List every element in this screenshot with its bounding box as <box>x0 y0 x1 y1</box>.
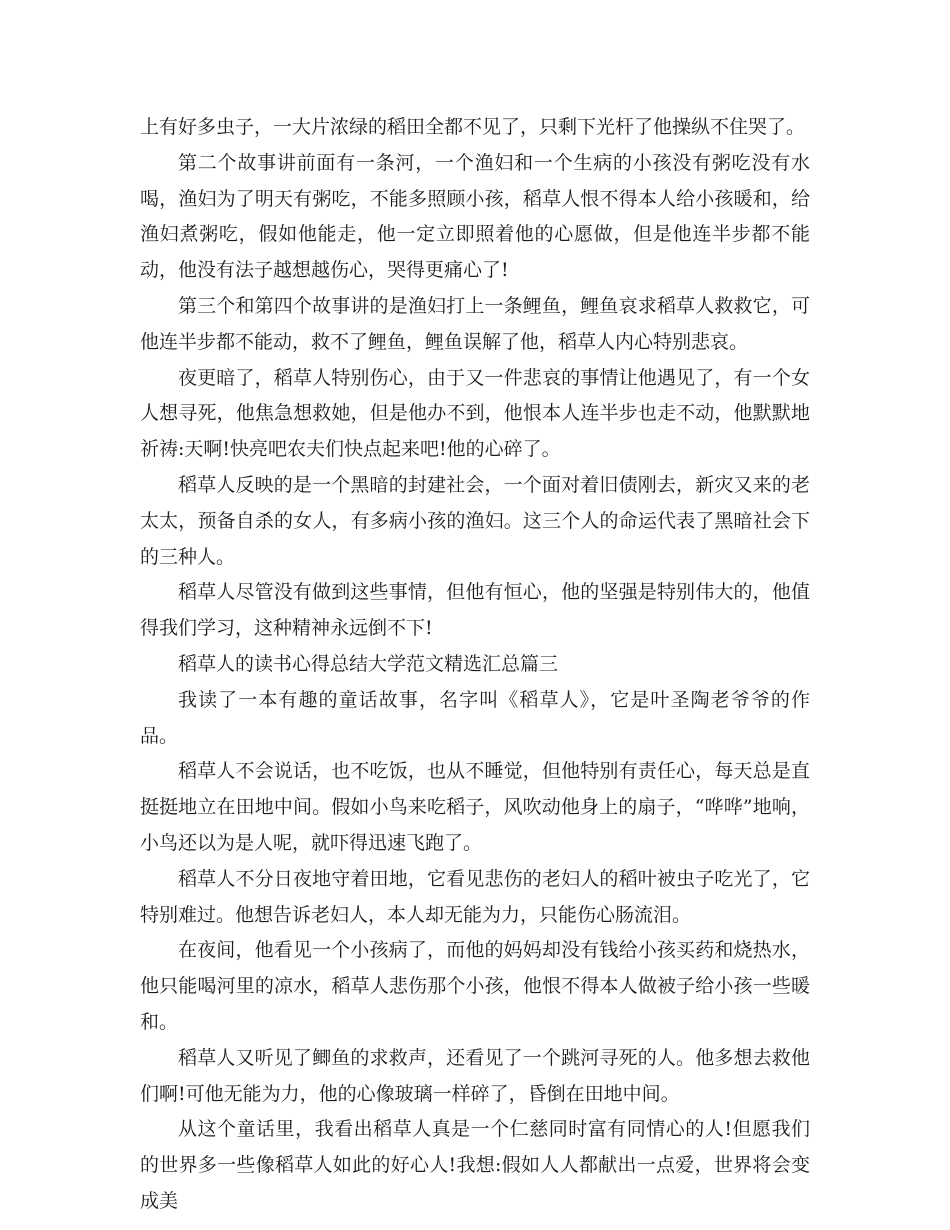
paragraph-12: 从这个童话里，我看出稻草人真是一个仁慈同时富有同情心的人!但愿我们的世界多一些像稻草人如此的好心人!我想:假如人人都献出一点爱，世界将会变成美 <box>140 1118 810 1212</box>
paragraph-2: 第二个故事讲前面有一条河，一个渔妇和一个生病的小孩没有粥吃没有水喝，渔妇为了明天有粥吃，不能多照顾小孩，稻草人恨不得本人给小孩暖和，给渔妇煮粥吃，假如他能走，他一定立即照着他的心愿做，但是他连半步都不能动，他没有法子越想越伤心，哭得更痛心了! <box>140 151 810 282</box>
paragraph-11: 稻草人又听见了鲫鱼的求救声，还看见了一个跳河寻死的人。他多想去救他们啊!可他无能为力，他的心像玻璃一样碎了，昏倒在田地中间。 <box>140 1046 810 1105</box>
section-heading: 稻草人的读书心得总结大学范文精选汇总篇三 <box>178 652 559 675</box>
paragraph-8: 稻草人不会说话，也不吃饭，也从不睡觉，但他特别有责任心，每天总是直挺挺地立在田地中间。假如小鸟来吃稻子，风吹动他身上的扇子，“哗哗”地响，小鸟还以为是人呢，就吓得迅速飞跑了。 <box>140 760 810 854</box>
paragraph-5: 稻草人反映的是一个黑暗的封建社会，一个面对着旧债刚去，新灾又来的老太太，预备自杀的女人，有多病小孩的渔妇。这三个人的命运代表了黑暗社会下的三种人。 <box>140 473 810 568</box>
paragraph-1: 上有好多虫子，一大片浓绿的稻田全都不见了，只剩下光杆了他操纵不住哭了。 <box>140 116 806 138</box>
paragraph-7: 我读了一本有趣的童话故事，名字叫《稻草人》，它是叶圣陶老爷爷的作品。 <box>140 688 810 747</box>
paragraph-9: 稻草人不分日夜地守着田地，它看见悲伤的老妇人的稻叶被虫子吃光了，它特别难过。他想告诉老妇人，本人却无能为力，只能伤心肠流泪。 <box>140 867 810 926</box>
paragraph-10: 在夜间，他看见一个小孩病了，而他的妈妈却没有钱给小孩买药和烧热水，他只能喝河里的凉水，稻草人悲伤那个小孩，他恨不得本人做被子给小孩一些暖和。 <box>140 939 810 1033</box>
document-body <box>140 110 810 1220</box>
paragraph-4: 夜更暗了，稻草人特别伤心，由于又一件悲哀的事情让他遇见了，有一个女人想寻死，他焦急想救她，但是他办不到，他恨本人连半步也走不动，他默默地祈祷:天啊!快亮吧农夫们快点起来吧!他的心碎了。 <box>140 366 810 461</box>
paragraph-3: 第三个和第四个故事讲的是渔妇打上一条鲤鱼，鲤鱼哀求稻草人救救它，可他连半步都不能动，救不了鲤鱼，鲤鱼误解了他，稻草人内心特别悲哀。 <box>140 294 810 353</box>
paragraph-6: 稻草人尽管没有做到这些事情，但他有恒心，他的坚强是特别伟大的，他值得我们学习，这种精神永远倒不下! <box>140 581 810 640</box>
